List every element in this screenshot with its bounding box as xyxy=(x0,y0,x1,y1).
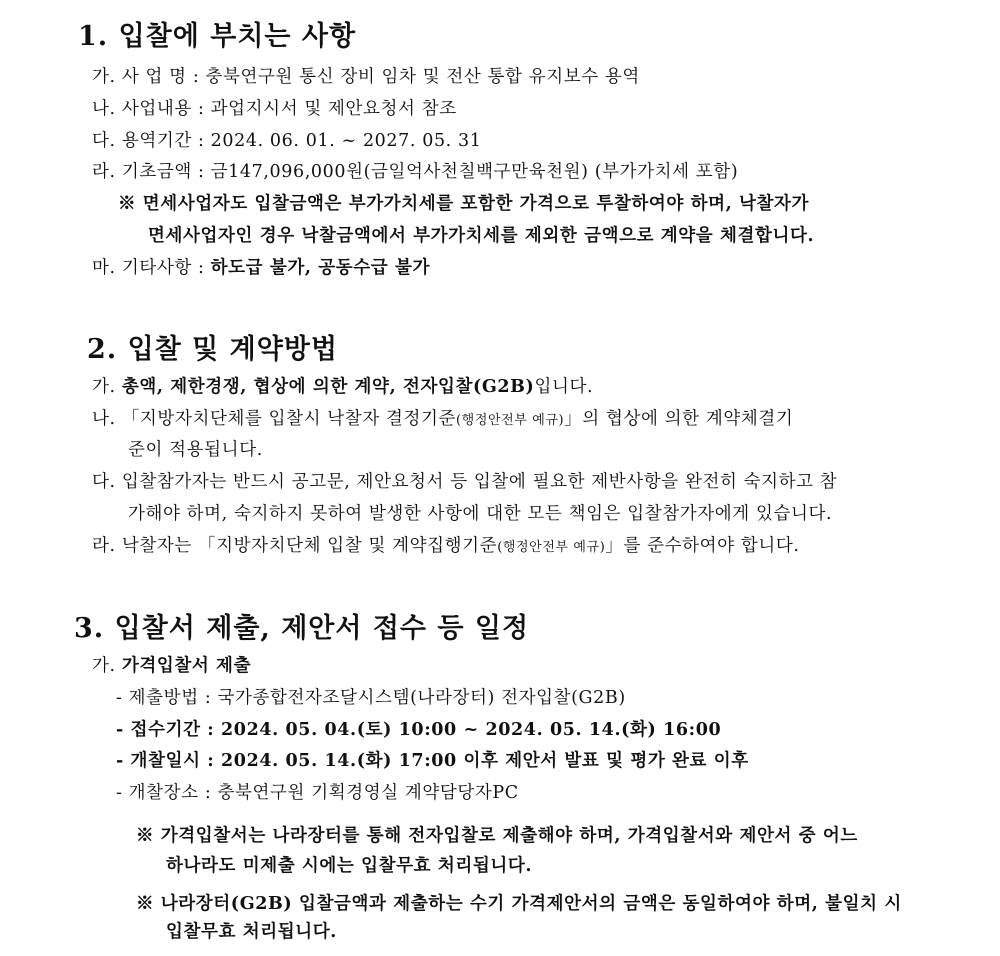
s2-ga-suffix: 입니다. xyxy=(534,377,594,397)
s3-item-ga xyxy=(92,652,251,677)
section-3-heading: 3. 입찰서 제출, 제안서 접수 등 일정 xyxy=(74,613,530,644)
s2-item-na-line2: 준이 적용됩니다. xyxy=(128,440,263,460)
s2-na-part-a: 나. 「지방자치단체를 입찰시 낙찰자 결정기준 xyxy=(92,409,457,429)
s1-item-ga: 가. 사 업 명 : 충북연구원 통신 장비 임차 및 전산 통합 유지보수 용역 xyxy=(92,67,640,87)
s1-ma-value: 하도급 불가, 공동수급 불가 xyxy=(210,258,430,278)
s2-item-da-line2: 가해야 하며, 숙지하지 못하여 발생한 사항에 대한 모든 책임은 입찰참가자에게 있습니다. xyxy=(128,504,833,524)
s2-ra-small: (행정안전부 예규) xyxy=(497,540,606,555)
s1-item-da: 다. 용역기간 : 2024. 06. 01. ~ 2027. 05. 31 xyxy=(92,131,482,151)
s1-item-ra: 라. 기초금액 : 금147,096,000원(금일억사천칠백구만육천원) (부가가치세 포함) xyxy=(92,162,739,182)
s2-ga-bold: 총액, 제한경쟁, 협상에 의한 계약, 전자입찰(G2B) xyxy=(121,377,535,397)
s3-opening-place: - 개찰장소 : 충북연구원 기획경영실 계약담당자PC xyxy=(116,783,519,803)
s2-ga-prefix: 가. xyxy=(92,377,122,397)
s3-note2-line1: ※ 나라장터(G2B) 입찰금액과 제출하는 수기 가격제안서의 금액은 동일하여야 하며, 불일치 시 xyxy=(136,894,902,914)
section-1-heading: 1. 입찰에 부치는 사항 xyxy=(78,21,357,52)
s3-method: - 제출방법 : 국가종합전자조달시스템(나라장터) 전자입찰(G2B) xyxy=(116,688,626,708)
s2-na-part-b: 」의 협상에 의한 계약체결기 xyxy=(564,409,794,429)
s3-period: - 접수기간 : 2024. 05. 04.(토) 10:00 ~ 2024. 05. 14.(화) 16:00 xyxy=(116,720,722,740)
s1-ma-label: 마. 기타사항 : xyxy=(92,258,211,278)
s1-note-line2: 면세사업자인 경우 낙찰금액에서 부가가치세를 제외한 금액으로 계약을 체결합니다. xyxy=(148,226,815,246)
s2-item-na-line1 xyxy=(92,405,793,430)
s2-na-small: (행정안전부 예규) xyxy=(456,413,565,428)
s1-note-line1: ※ 면세사업자도 입찰금액은 부가가치세를 포함한 가격으로 투찰하여야 하며, 낙찰자가 xyxy=(118,194,810,214)
section-2-heading: 2. 입찰 및 계약방법 xyxy=(87,334,338,365)
s3-note2-line2: 입찰무효 처리됩니다. xyxy=(166,922,337,942)
s2-ra-part-b: 」를 준수하여야 합니다. xyxy=(605,536,800,556)
s1-item-ma xyxy=(92,254,430,279)
s2-ra-part-a: 라. 낙찰자는 「지방자치단체 입찰 및 계약집행기준 xyxy=(92,536,498,556)
s1-item-na: 나. 사업내용 : 과업지시서 및 제안요청서 참조 xyxy=(92,99,457,119)
s3-note1-line2: 하나라도 미제출 시에는 입찰무효 처리됩니다. xyxy=(166,856,533,876)
s3-ga-bold: 가격입찰서 제출 xyxy=(121,656,252,676)
s3-opening-datetime: - 개찰일시 : 2024. 05. 14.(화) 17:00 이후 제안서 발표 및 평가 완료 이후 xyxy=(116,751,749,771)
s3-note1-line1: ※ 가격입찰서는 나라장터를 통해 전자입찰로 제출해야 하며, 가격입찰서와 제안서 중 어느 xyxy=(136,826,858,846)
s2-item-ga xyxy=(92,373,593,398)
s2-item-da-line1: 다. 입찰참가자는 반드시 공고문, 제안요청서 등 입찰에 필요한 제반사항을 완전히 숙지하고 참 xyxy=(92,472,838,492)
s3-ga-prefix: 가. xyxy=(92,656,122,676)
s2-item-ra xyxy=(92,532,800,557)
